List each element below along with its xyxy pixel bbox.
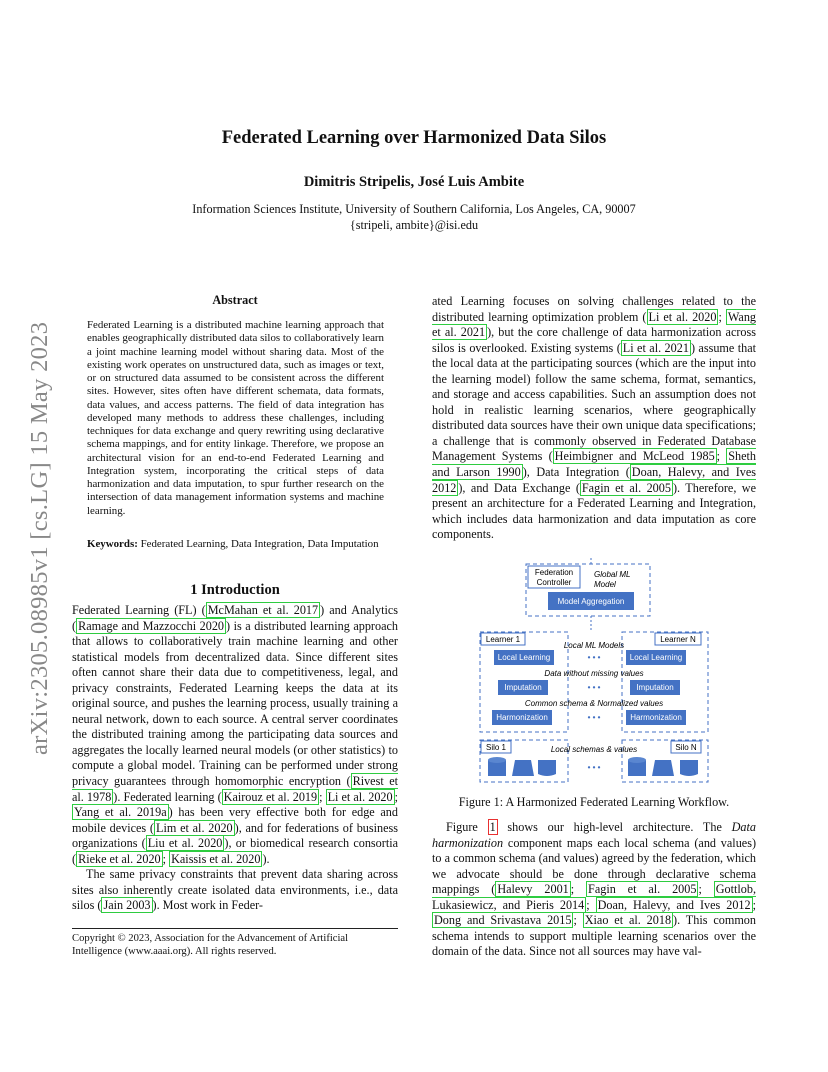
keywords	[87, 538, 384, 551]
citation-link[interactable]: Li et al. 2020	[327, 789, 393, 804]
citation-link[interactable]: Rieke et al. 2020	[78, 851, 161, 866]
keywords-text: Federated Learning, Data Integration, Data Imputation	[140, 538, 379, 550]
figure-architecture	[476, 556, 712, 786]
citation-link[interactable]: Kaissis et al. 2020	[171, 851, 261, 866]
global-model-label-1: Global ML	[594, 570, 631, 579]
ellipsis-3: • • •	[587, 713, 601, 722]
imputation-label-n: Imputation	[636, 683, 674, 692]
local-ml-models-label: Local ML Models	[563, 641, 625, 650]
local-learning-label-n: Local Learning	[629, 653, 683, 662]
affiliation	[0, 201, 828, 233]
citation-link[interactable]: Rivest et al. 1978	[72, 774, 398, 804]
ellipsis-1: • • •	[587, 653, 601, 662]
citation-link[interactable]: Gottlob, Lukasiewicz, and Pieris 2014	[432, 882, 757, 912]
learner-n-label: Learner N	[660, 635, 696, 644]
intro-paragraph-1: Federated Learning (FL) ( McMahan et al. 2017 ) and Analytics ( Ramage and Mazzocchi 2020 ) is a distributed learning approach that allows to collaboratively train machine learning and other statistical models from decentralized data. Since different sites often cannot share their data due to competitiveness, legal, and privacy constraints, Federated Learning keeps the data at its original source, and pushes the learning process, usually training a neural network, down to each source. A central server coordinates the distributed training among the participating data sources and aggregates the locally learned neural models (or other statistics) to compute a global model. Training can be performed under strong privacy guarantees through homomorphic encryption ( Rivest et al. 1978 ). Federated learning ( Kairouz et al. 2019 ; Li et al. 2020 ; Yang et al. 2019a ) has been very effective both for edge and mobile devices ( Lim et al. 2020 ), and for federations of business organizations ( Liu et al. 2020 ), or biomedical research consortia ( Rieke et al. 2020 ; Kaissis et al. 2020 ).	[72, 603, 399, 866]
citation-link[interactable]: Yang et al. 2019a	[74, 805, 167, 820]
abstract-text: Federated Learning is a distributed machine learning approach that enables geographically distributed data silos to collaboratively learn a joint machine learning model without sharing data. Most of the existing work operates on unstructured data, such as images or text, or on structured data assumed to be consistent across the different sites. However, sites often have different schemata, data formats, data values, and access patterns. The field of data integration has developed many methods to address these challenges, including techniques for data exchange and query rewriting using declarative schema mappings, and for entity linkage. Therefore, we propose an architectural vision for an end-to-end Federated Learning and Integration system, incorporating the critical steps of data harmonization and data imputation, to spur further research on the intersection of data management information systems and machine learning.	[87, 319, 384, 517]
citation-link[interactable]: Jain 2003	[103, 898, 151, 913]
affiliation-line: Information Sciences Institute, University of Southern California, Los Angeles, CA, 90007	[192, 202, 636, 216]
citation-link[interactable]: Fagin et al. 2005	[588, 882, 697, 897]
paper-authors: Dimitris Stripelis, José Luis Ambite	[303, 174, 525, 190]
left-column-text	[72, 603, 398, 914]
intro-paragraph-3: Figure 1 shows our high-level architecture. The Data harmonization component maps each local schema (and values) to a common schema (and values) agreed by the federation, which we advocate should be done through declarative schema mappings ( Halevy 2001 ; Fagin et al. 2005 ; Gottlob, Lukasiewicz, and Pieris 2014 ; Doan, Halevy, and Ives 2012 ; Dong and Srivastava 2015 ; Xiao et al. 2018 ). This common schema intends to support multiple learning scenarios over the domain of the data. Since not all sources may have val-	[432, 820, 757, 959]
citation-link[interactable]: McMahan et al. 2017	[207, 603, 319, 617]
harmonization-label-n: Harmonization	[630, 713, 682, 722]
ellipsis-4: • • •	[587, 763, 601, 772]
local-schemas-label: Local schemas & values	[550, 745, 638, 754]
local-learning-label-1: Local Learning	[497, 653, 551, 662]
citation-link[interactable]: Li et al. 2021	[622, 340, 689, 355]
global-model-label-2: Model	[594, 580, 616, 589]
federation-controller-label-1: Federation	[534, 568, 574, 577]
citation-link[interactable]: Li et al. 2020	[648, 309, 717, 324]
citation-link[interactable]: Doan, Halevy, and Ives 2012	[597, 897, 751, 912]
citation-link[interactable]: Kairouz et al. 2019	[223, 789, 318, 804]
figure-reference-link[interactable]: 1	[489, 820, 496, 834]
abstract-heading: Abstract	[212, 293, 258, 307]
figure-caption: Figure 1: A Harmonized Federated Learning Workflow.	[458, 795, 730, 809]
copyright-notice: Copyright © 2023, Association for the Advancement of Artificial Intelligence (www.aaai.org). All rights reserved.	[72, 928, 398, 958]
keywords-label: Keywords:	[87, 538, 138, 550]
citation-link[interactable]: Doan, Halevy, and Ives 2012	[432, 465, 756, 495]
ellipsis-2: • • •	[587, 683, 601, 692]
section-heading-introduction: 1 Introduction	[190, 582, 280, 598]
right-column-text-top	[432, 294, 756, 543]
citation-link[interactable]: Halevy 2001	[497, 882, 569, 897]
citation-link[interactable]: Heimbigner and McLeod 1985	[554, 449, 715, 464]
citation-link[interactable]: Dong and Srivastava 2015	[434, 913, 572, 928]
citation-link[interactable]: Sheth and Larson 1990	[432, 449, 756, 480]
model-aggregation-label: Model Aggregation	[557, 597, 625, 606]
silo-1-label: Silo 1	[485, 743, 507, 752]
database-icons-silo-1	[488, 757, 556, 776]
imputation-label-1: Imputation	[504, 683, 542, 692]
author-emails: {stripeli, ambite}@isi.edu	[349, 218, 479, 232]
intro-paragraph-2-continued: ated Learning focuses on solving challenges related to the distributed learning optimization problem ( Li et al. 2020 ; Wang et al. 2021 ), but the core challenge of data harmonization across silos is overlooked. Existing systems ( Li et al. 2021 ) assume that the local data at the participating sources (which are the input into the learning model) follow the same schema, format, semantics, and storage and access capabilities. Such an assumption does not hold in realistic learning scenarios, where geographically distributed data sources have their own unique data specifications; a challenge that is commonly observed in Federated Database Management Systems ( Heimbigner and McLeod 1985 ; Sheth and Larson 1990 ), Data Integration ( Doan, Halevy, and Ives 2012 ), and Data Exchange ( Fagin et al. 2005 ). Therefore, we present an architecture for a Federated Learning and Integration, which includes data harmonization and data imputation as core components.	[432, 294, 757, 542]
learner-1-label: Learner 1	[485, 635, 521, 644]
harmonization-label-1: Harmonization	[496, 713, 548, 722]
arxiv-watermark: arXiv:2305.08985v1 [cs.LG] 15 May 2023	[26, 321, 53, 755]
right-column-text-bottom	[432, 820, 756, 960]
data-without-missing-label: Data without missing values	[544, 669, 644, 678]
silo-n-label: Silo N	[675, 743, 697, 752]
citation-link[interactable]: Xiao et al. 2018	[584, 913, 672, 928]
common-schema-label: Common schema & Normalized values	[524, 699, 664, 708]
citation-link[interactable]: Ramage and Mazzocchi 2020	[78, 618, 225, 633]
citation-link[interactable]: Lim et al. 2020	[156, 820, 233, 835]
database-icons-silo-n	[628, 757, 698, 776]
citation-link[interactable]: Wang et al. 2021	[432, 309, 757, 340]
federation-controller-label-2: Controller	[536, 578, 572, 587]
paper-title: Federated Learning over Harmonized Data Silos	[221, 128, 607, 148]
citation-link[interactable]: Liu et al. 2020	[147, 836, 223, 851]
citation-link[interactable]: Fagin et al. 2005	[581, 480, 671, 495]
intro-paragraph-2: The same privacy constraints that prevent data sharing across sites also inherently create isolated data environments, i.e., data silos ( Jain 2003 ). Most work in Feder-	[72, 867, 398, 913]
